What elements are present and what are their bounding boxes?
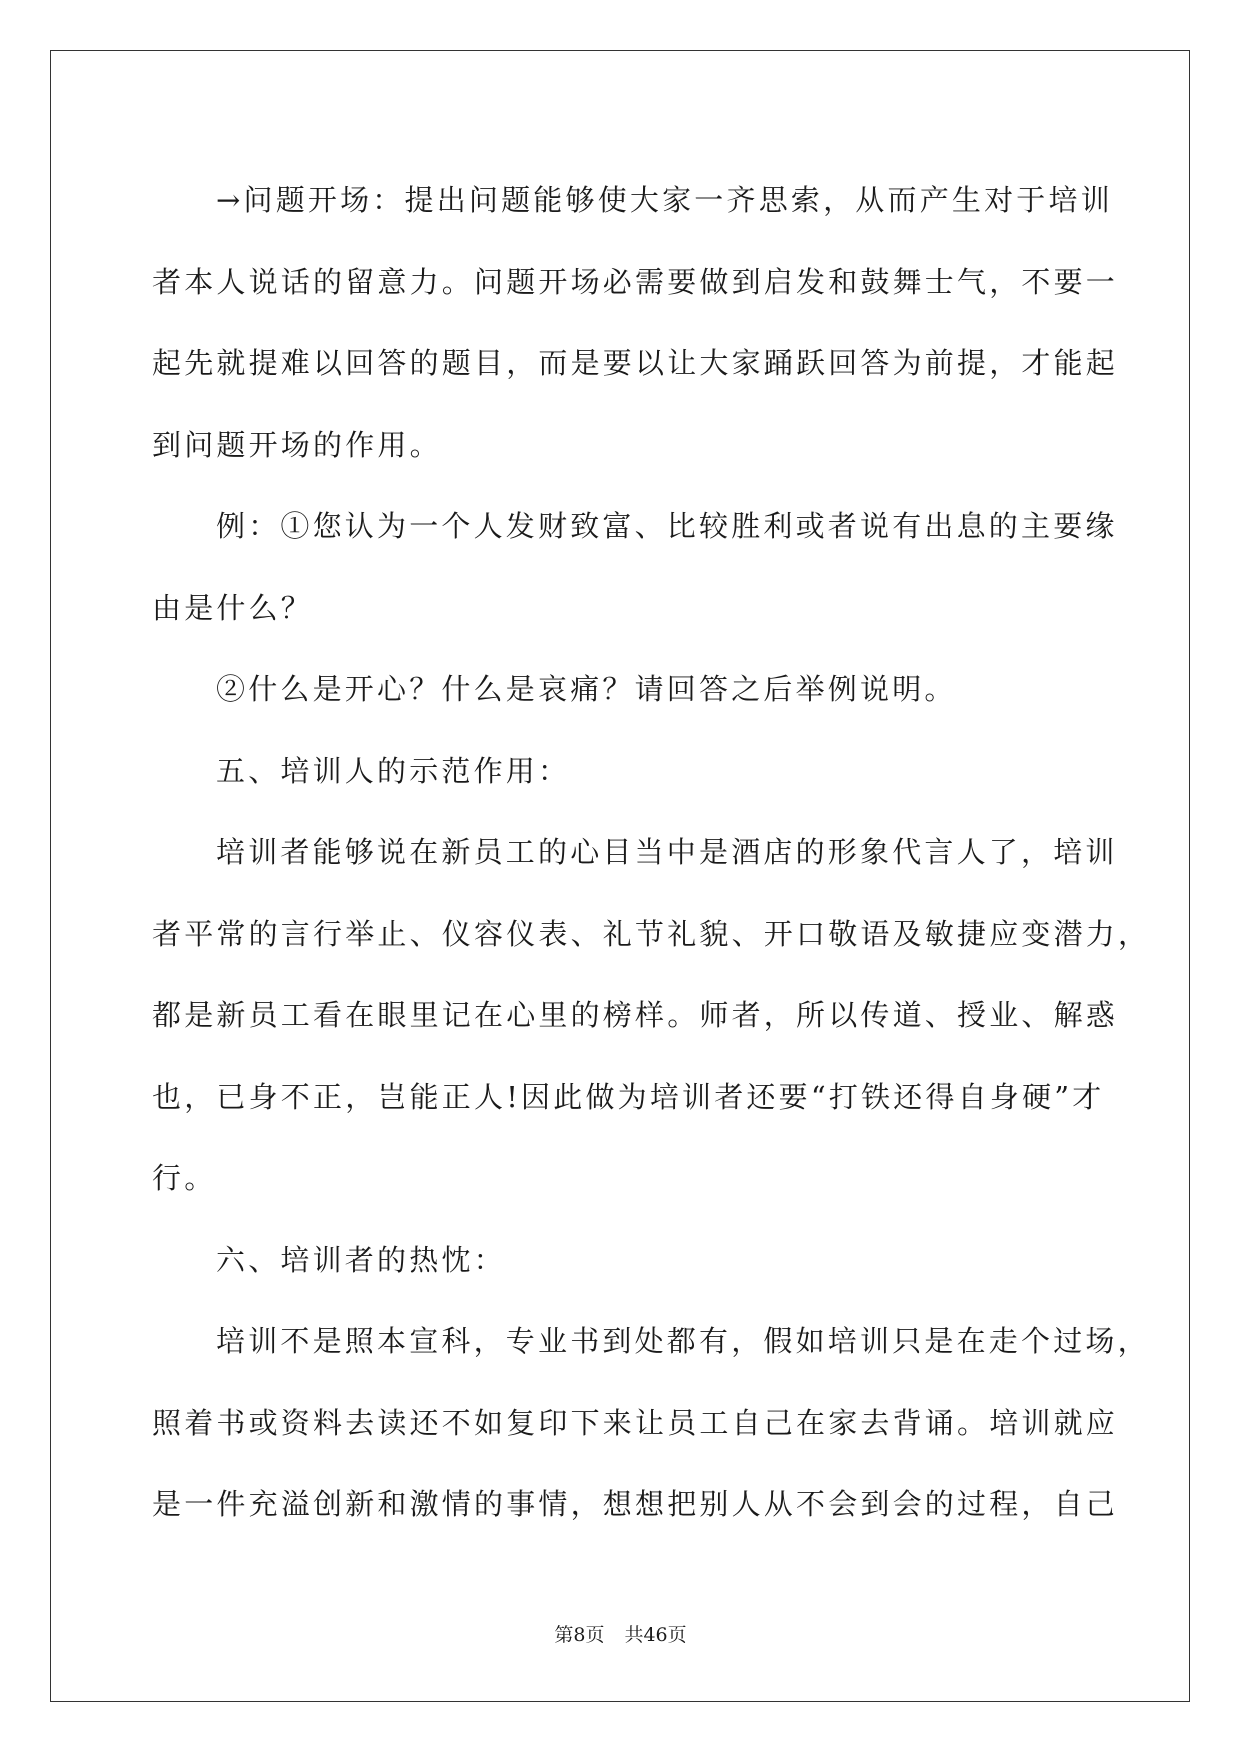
text-line: 培训不是照本宣科，专业书到处都有，假如培训只是在走个过场， — [216, 1324, 1150, 1358]
page-total: 共46页 — [624, 1624, 687, 1646]
text-line: 由是什么？ — [152, 590, 314, 625]
text-line: ②什么是开心？什么是哀痛？请回答之后举例说明。 — [216, 672, 957, 706]
text-line: 者本人说话的留意力。问题开场必需要做到启发和鼓舞士气，不要一 — [152, 264, 1119, 299]
document-body — [152, 160, 1151, 1546]
text-line: 起先就提难以回答的题目，而是要以让大家踊跃回答为前提，才能起 — [152, 346, 1119, 380]
page-footer — [0, 1623, 1241, 1647]
text-line: 者平常的言行举止、仪容仪表、礼节礼貌、开口敬语及敏捷应变潜力， — [152, 916, 1151, 951]
text-line: 照着书或资料去读还不如复印下来让员工自己在家去背诵。培训就应 — [152, 1405, 1119, 1440]
section-heading: 六、培训者的热忱： — [216, 1242, 506, 1277]
text-line: 行。 — [152, 1161, 217, 1195]
text-line: 是一件充溢创新和激情的事情，想想把别人从不会到会的过程，自己 — [152, 1487, 1119, 1521]
text-line: 到问题开场的作用。 — [152, 427, 442, 462]
text-line: 例：①您认为一个人发财致富、比较胜利或者说有出息的主要缘 — [216, 509, 1118, 543]
page-number: 第8页 — [554, 1624, 605, 1646]
section-heading: 五、培训人的示范作用： — [216, 753, 571, 788]
text-line: 都是新员工看在眼里记在心里的榜样。师者，所以传道、授业、解惑 — [152, 998, 1119, 1032]
text-line: 也，已身不正，岂能正人!因此做为培训者还要“打铁还得自身硬”才 — [152, 1079, 1105, 1114]
text-line: 培训者能够说在新员工的心目当中是酒店的形象代言人了，培训 — [216, 835, 1118, 869]
text-line: →问题开场：提出问题能够使大家一齐思索，从而产生对于培训 — [216, 183, 1113, 217]
